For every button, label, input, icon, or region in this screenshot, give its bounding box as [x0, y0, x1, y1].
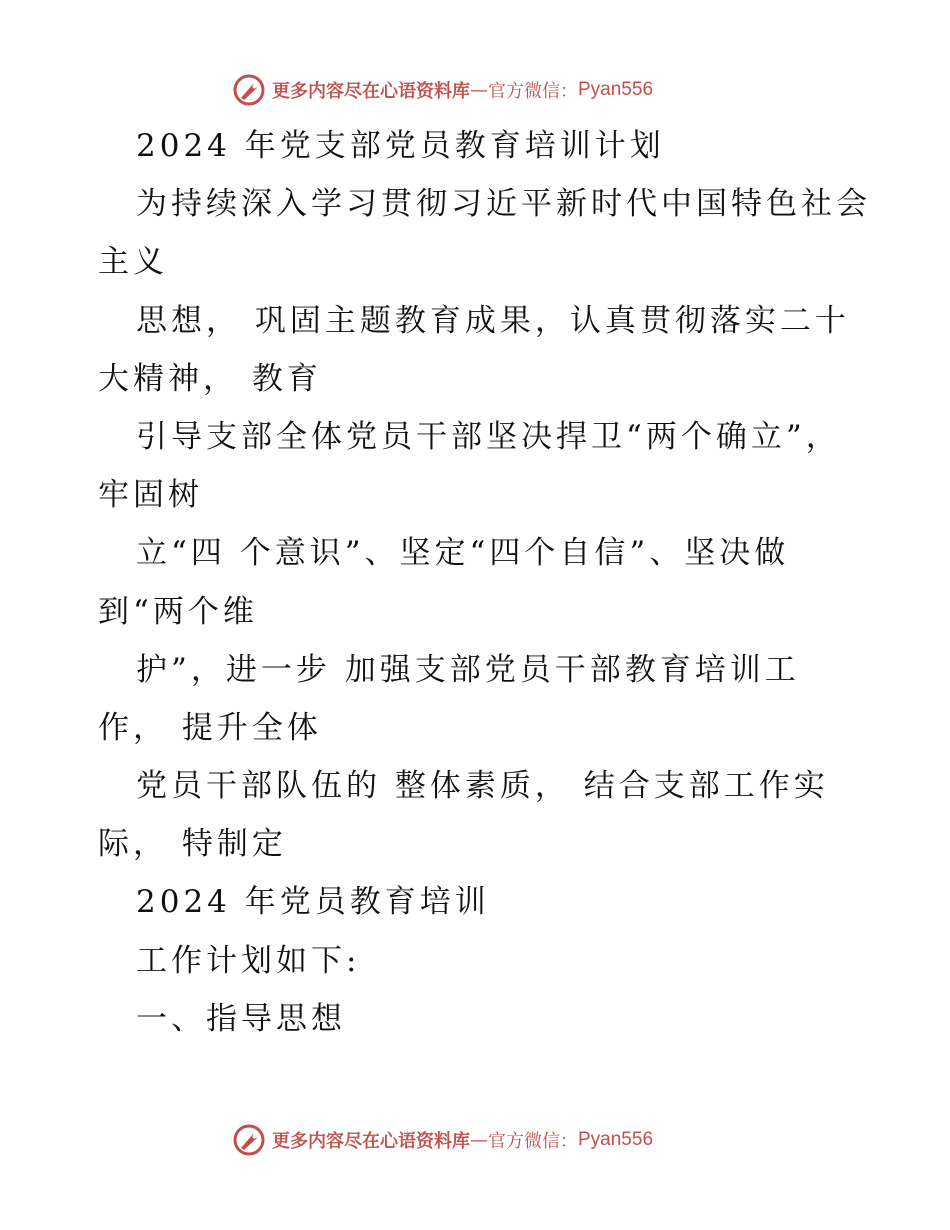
- text-line: 主义: [98, 244, 168, 281]
- banner-wechat-label: 官方微信：: [488, 1131, 578, 1152]
- section-heading: 一、指导思想: [136, 1000, 346, 1037]
- document-title: 2024 年党支部党员教育培训计划: [136, 128, 665, 164]
- text-line: 作， 提升全体: [98, 709, 322, 746]
- text-line: 大精神， 教育: [98, 360, 322, 397]
- header-banner: [232, 72, 653, 108]
- text-line: 到“两个维: [98, 593, 258, 630]
- pen-nib-logo-icon: [232, 1123, 266, 1157]
- banner-wechat-label: 官方微信：: [488, 81, 578, 102]
- text-line: 为持续深入学习贯彻习近平新时代中国特色社会: [136, 186, 871, 223]
- text-line: 2024 年党员教育培训: [136, 884, 490, 921]
- text-line: 工作计划如下:: [136, 942, 361, 979]
- text-line: 立“四 个意识”、坚定“四个自信”、坚决做: [136, 535, 790, 572]
- text-line: 党员干部队伍的 整体素质， 结合支部工作实: [136, 768, 829, 805]
- document-body: [98, 117, 878, 1048]
- text-line: 引导支部全体党员干部坚决捍卫“两个确立”，: [136, 418, 841, 455]
- banner-text: 更多内容尽在心语资料库: [272, 1131, 470, 1152]
- text-line: 际， 特制定: [98, 826, 287, 863]
- text-line: 思想， 巩固主题教育成果，认真贯彻落实二十: [136, 302, 850, 339]
- banner-text: 更多内容尽在心语资料库: [272, 81, 470, 102]
- pen-nib-logo-icon: [232, 73, 266, 107]
- banner-wechat-id: Pyan556: [578, 79, 654, 100]
- banner-dash: —: [470, 79, 488, 101]
- footer-banner: [232, 1122, 653, 1158]
- text-line: 牢固树: [98, 477, 203, 514]
- text-line: 护”，进一步 加强支部党员干部教育培训工: [136, 651, 800, 688]
- banner-wechat-id: Pyan556: [578, 1129, 654, 1150]
- banner-dash: —: [470, 1129, 488, 1151]
